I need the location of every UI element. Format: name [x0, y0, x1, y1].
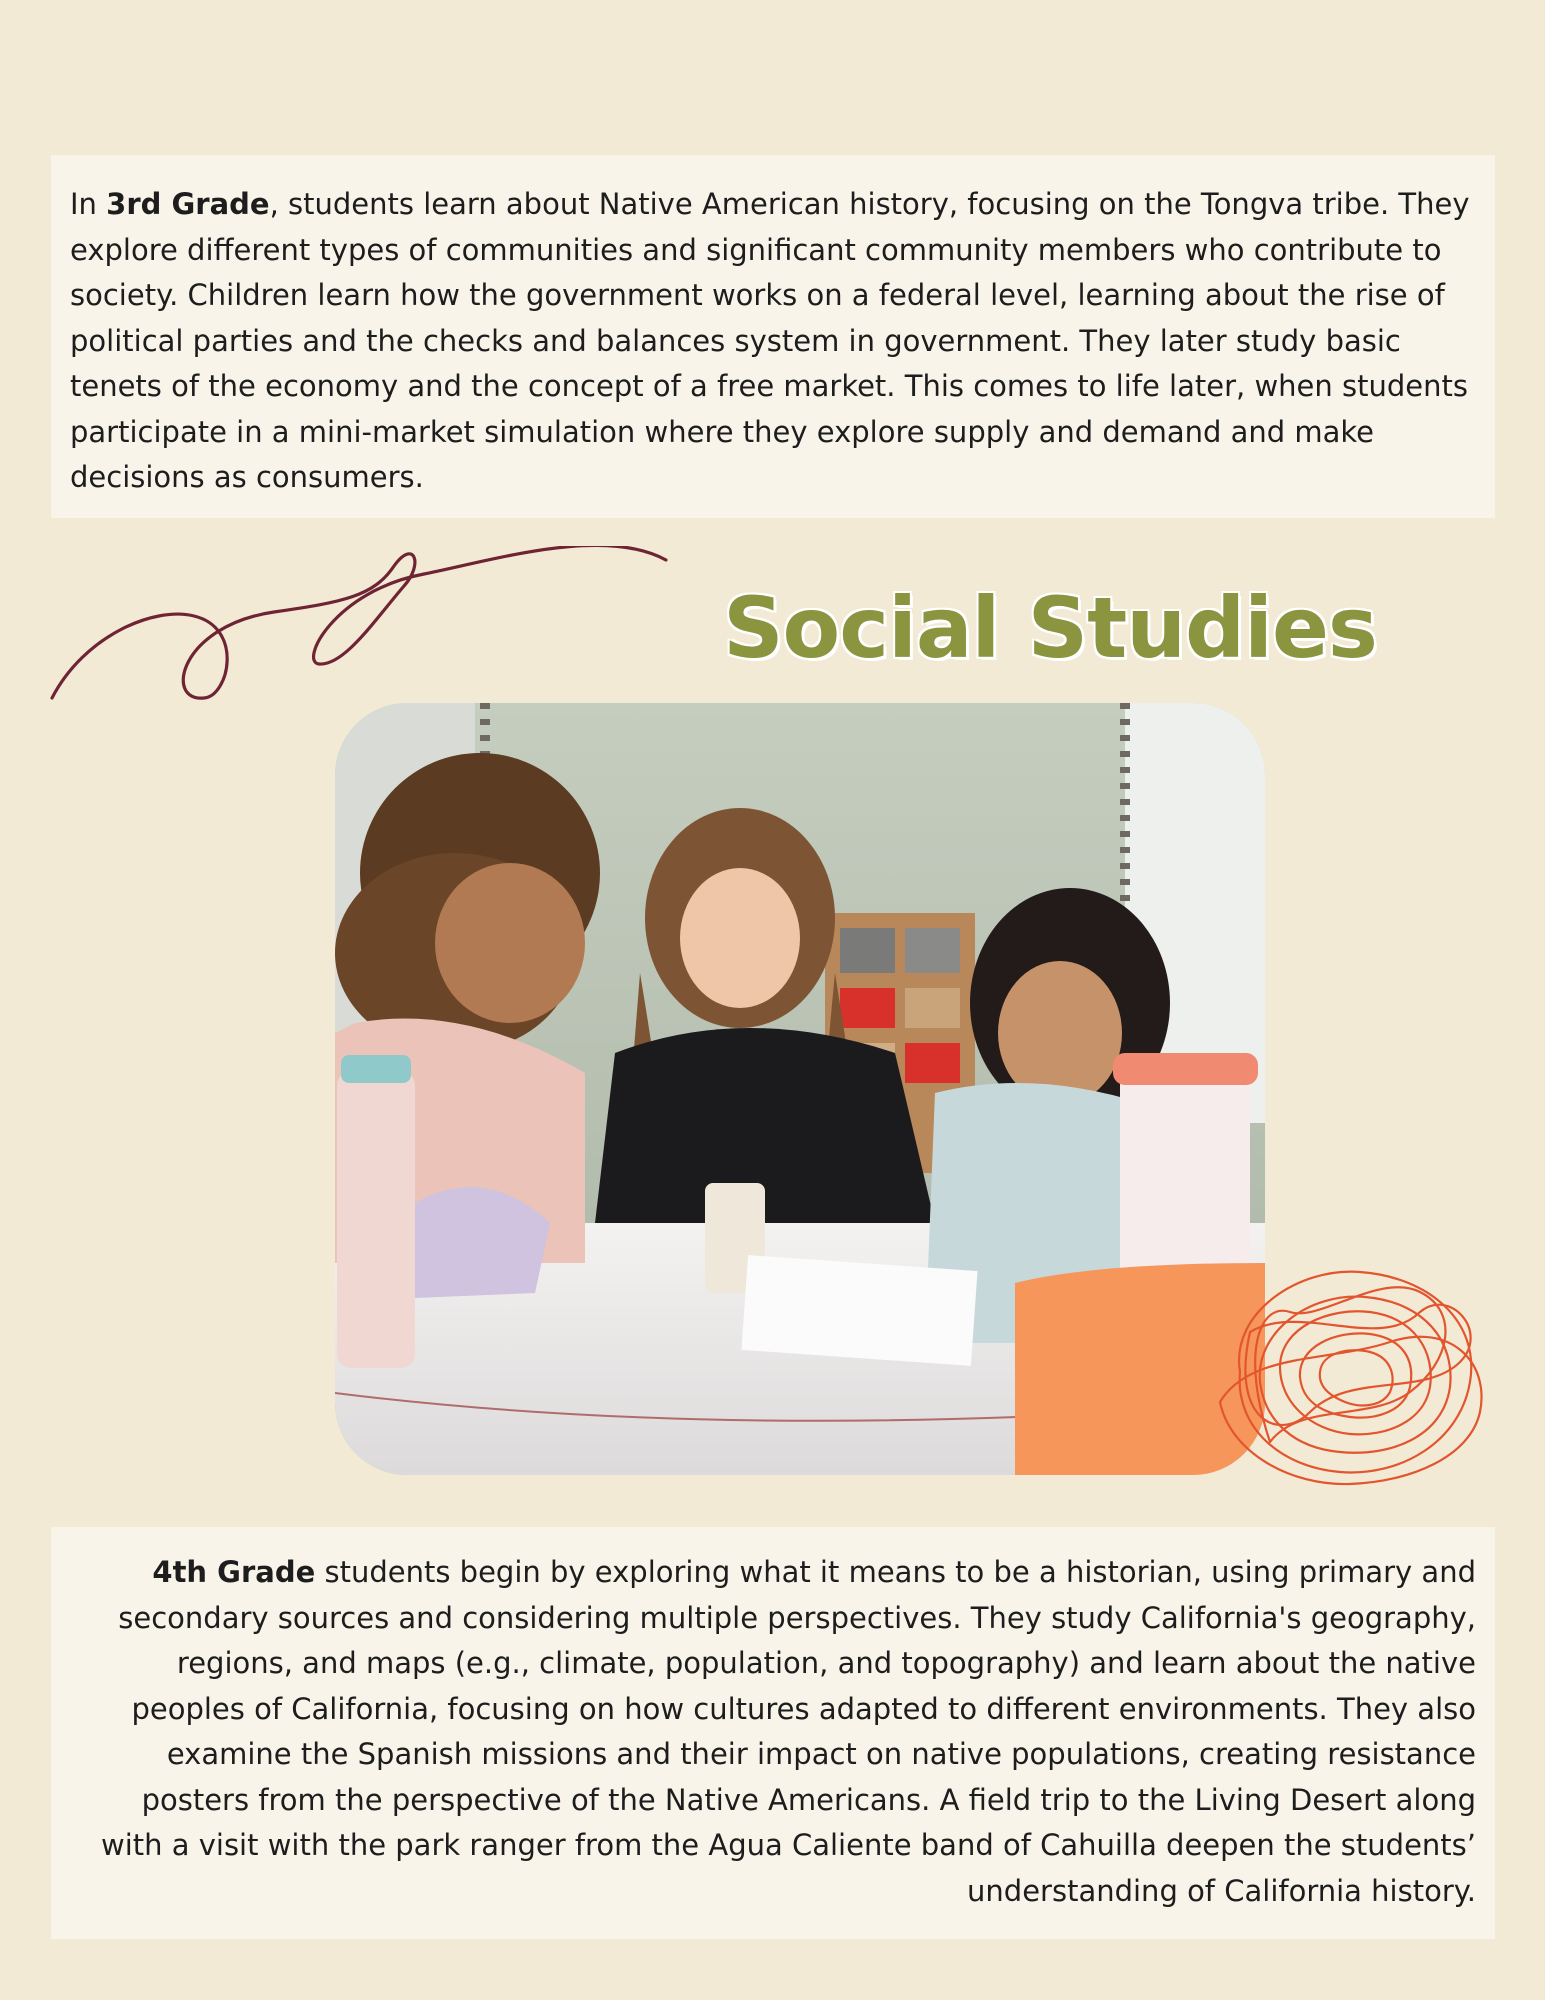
decorative-squiggle-icon: [44, 546, 684, 706]
decorative-scribble-icon: [1210, 1252, 1500, 1492]
third-grade-text: , students learn about Native American history, focusing on the Tongva tribe. They explore different types of communities and significant community members who contribute to society. Children learn how the government works on a federal level, learning about the rise of political parties and the checks and balances system in government. They later study basic tenets of the economy and the concept of a free market. This comes to life later, when students participate in a mini-market simulation where they explore supply and demand and make decisions as consumers.: [70, 187, 1470, 494]
third-grade-label: 3rd Grade: [106, 187, 270, 221]
students-drawing-photo: [335, 703, 1265, 1475]
page-title: Social Studies: [723, 579, 1377, 677]
third-grade-description: [51, 155, 1495, 518]
fourth-grade-description: [51, 1527, 1495, 1939]
fourth-grade-text: students begin by exploring what it means to be a historian, using primary and secondary sources and considering multiple perspectives. They study California's geography, regions, and maps (e.g., climate, population, and topography) and learn about the native peoples of California, focusing on how cultures adapted to different environments. They also examine the Spanish missions and their impact on native populations, creating resistance posters from the perspective of the Native Americans. A field trip to the Living Desert along with a visit with the park ranger from the Agua Caliente band of Cahuilla deepen the students’ understanding of California history.: [101, 1555, 1476, 1908]
fourth-grade-label: 4th Grade: [152, 1555, 316, 1589]
third-grade-prefix: In: [70, 187, 107, 221]
